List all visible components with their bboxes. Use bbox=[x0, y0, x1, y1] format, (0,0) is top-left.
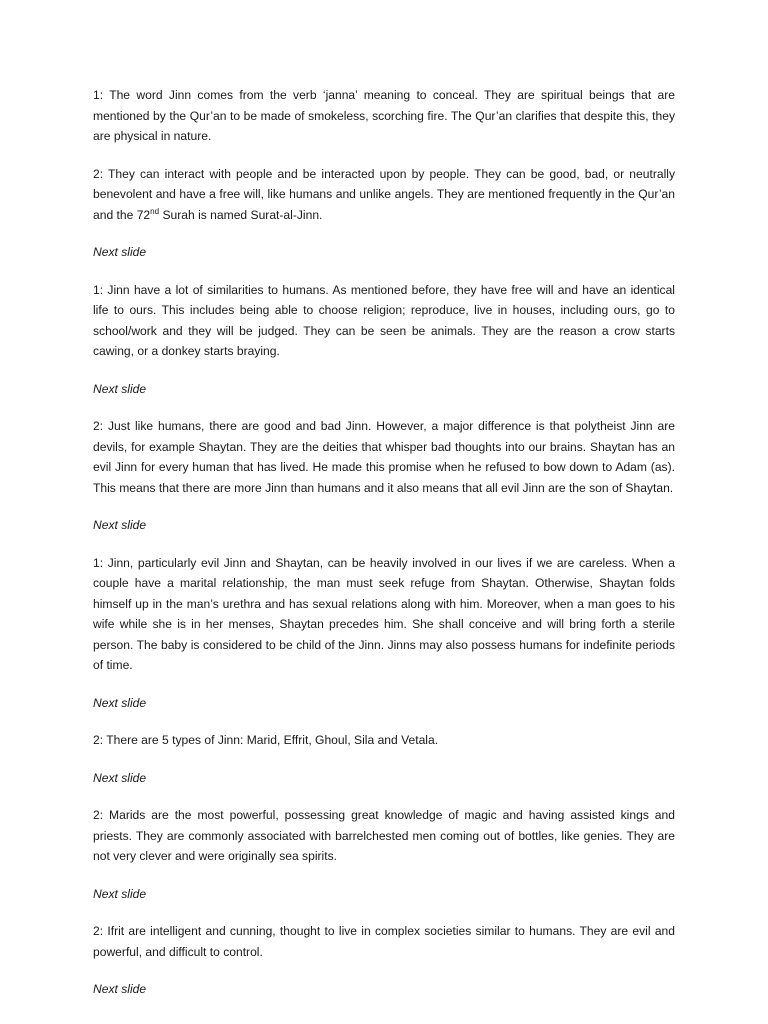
paragraph-ifrit: 2: Ifrit are intelligent and cunning, thought to live in complex societies similar to humans. They are evil and powerful, and difficult to control. bbox=[93, 924, 675, 959]
paragraph-good-bad-jinn: 2: Just like humans, there are good and bad Jinn. However, a major difference is that polytheist Jinn are devils, for example Shaytan. They are the deities that whisper bad thoughts into our brains. Shaytan has an evil Jinn for every human that has lived. He made this promise when he refused to bow down to Adam (as). This means that there are more Jinn than humans and it also means that all evil Jinn are the son of Shaytan. bbox=[93, 419, 675, 495]
paragraph-types: 2: There are 5 types of Jinn: Marid, Effrit, Ghoul, Sila and Vetala. bbox=[93, 733, 439, 747]
paragraph-jinn-definition: 1: The word Jinn comes from the verb ‘janna’ meaning to conceal. They are spiritual beings that are mentioned by the Qur’an to be made of smokeless, scorching fire. The Qur’an clarifies that despite this, they are physical in nature. bbox=[93, 88, 675, 143]
next-slide-label: Next slide bbox=[93, 770, 147, 785]
paragraph-involvement: 1: Jinn, particularly evil Jinn and Shaytan, can be heavily involved in our lives if we are careless. When a couple have a marital relationship, the man must seek refuge from Shaytan. Otherwise, Shaytan folds himself up in the man’s urethra and has sexual relations along with him. Moreover, when a man goes to his wife while she is in her menses, Shaytan precedes him. She shall conceive and will bring forth a sterile person. The baby is considered to be child of the Jinn. Jinns may also possess humans for indefinite periods of time. bbox=[93, 555, 675, 672]
next-slide-label: Next slide bbox=[93, 695, 147, 710]
paragraph-marids: 2: Marids are the most powerful, possessing great knowledge of magic and having assisted kings and priests. They are commonly associated with barrelchested men coming out of bottles, like genies. They are not very clever and were originally sea spirits. bbox=[93, 808, 675, 863]
next-slide-label: Next slide bbox=[93, 245, 147, 259]
document-page bbox=[93, 85, 675, 1017]
ordinal-superscript: nd bbox=[150, 206, 160, 216]
next-slide-label: Next slide bbox=[93, 518, 147, 532]
next-slide-label: Next slide bbox=[93, 982, 147, 996]
paragraph-jinn-interaction-tail: Surah is named Surat-al-Jinn. bbox=[159, 207, 323, 222]
paragraph-similarities: 1: Jinn have a lot of similarities to humans. As mentioned before, they have free will and have an identical life to ours. This includes being able to choose religion; reproduce, live in houses, including ours, go to school/work and they will be judged. They can be seen be animals. They are the reason a crow starts cawing, or a donkey starts braying. bbox=[93, 282, 675, 358]
paragraph-jinn-interaction bbox=[93, 164, 675, 226]
next-slide-label: Next slide bbox=[93, 381, 147, 396]
next-slide-label: Next slide bbox=[93, 886, 147, 901]
paragraph-jinn-interaction-text: 2: They can interact with people and be interacted upon by people. They can be good, bad, or neutrally benevolent and have a free will, like humans and unlike angels. They are mentioned frequently in the Qur’an and the 72 bbox=[93, 166, 675, 222]
